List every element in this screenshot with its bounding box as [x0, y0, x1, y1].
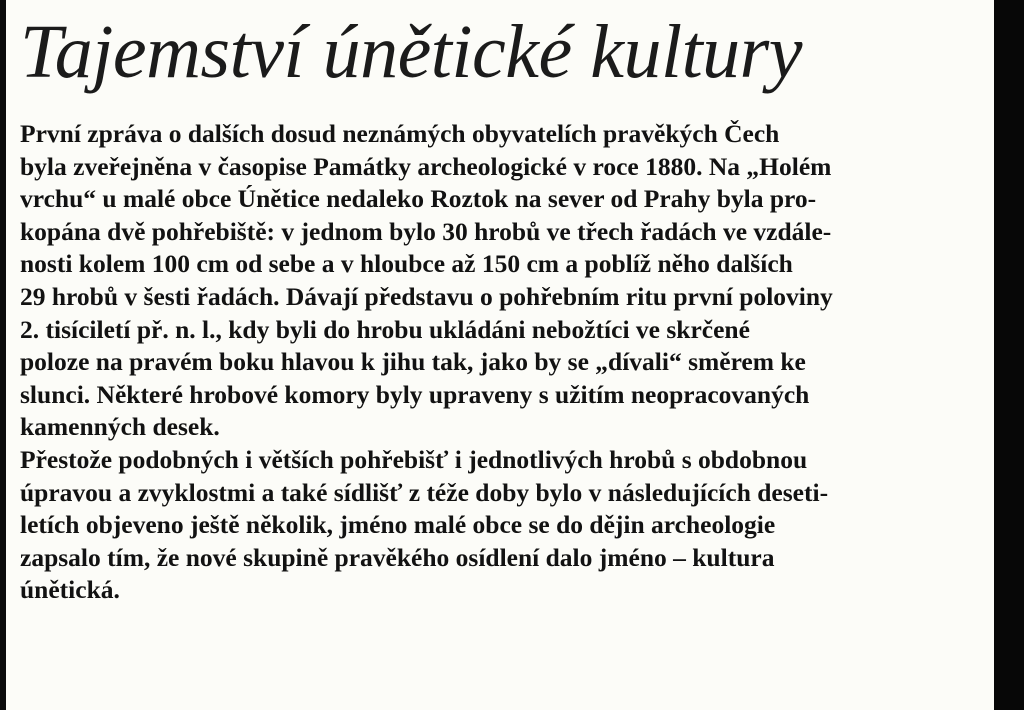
document-body: [20, 118, 980, 607]
text-line: vrchu“ u malé obce Únětice nedaleko Roztok na sever od Prahy byla pro-: [20, 184, 817, 214]
document-panel: [6, 0, 994, 710]
text-line: kamenných desek.: [20, 412, 220, 442]
text-line: První zpráva o dalších dosud neznámých obyvatelích pravěkých Čech: [20, 119, 780, 148]
text-line: úpravou a zvyklostmi a také sídlišť z téže doby bylo v následujících deseti-: [20, 477, 829, 507]
document-title: Tajemství únětické kultury: [20, 10, 802, 94]
scan-border: [994, 0, 1024, 710]
text-line: únětická.: [20, 575, 120, 605]
text-line: 29 hrobů v šesti řadách. Dávají představu o pohřebním ritu první poloviny: [20, 281, 833, 311]
text-line: zapsalo tím, že nové skupině pravěkého osídlení dalo jméno – kultura: [20, 542, 775, 572]
text-line: 2. tisíciletí př. n. l., kdy byli do hrobu ukládáni nebožtíci ve skrčené: [20, 314, 750, 344]
text-line: letích objeveno ještě několik, jméno malé obce se do dějin archeologie: [20, 510, 776, 540]
text-line: slunci. Některé hrobové komory byly upraveny s užitím neopracovaných: [20, 379, 810, 409]
text-line: poloze na pravém boku hlavou k jihu tak, jako by se „dívali“ směrem ke: [20, 347, 806, 377]
text-line: nosti kolem 100 cm od sebe a v hloubce až 150 cm a poblíž něho dalších: [20, 249, 793, 279]
text-line: Přestože podobných i větších pohřebišť i jednotlivých hrobů s obdobnou: [20, 444, 808, 474]
text-line: kopána dvě pohřebiště: v jednom bylo 30 hrobů ve třech řadách ve vzdále-: [20, 216, 832, 246]
text-line: byla zveřejněna v časopise Památky archeologické v roce 1880. Na „Holém: [20, 151, 832, 181]
